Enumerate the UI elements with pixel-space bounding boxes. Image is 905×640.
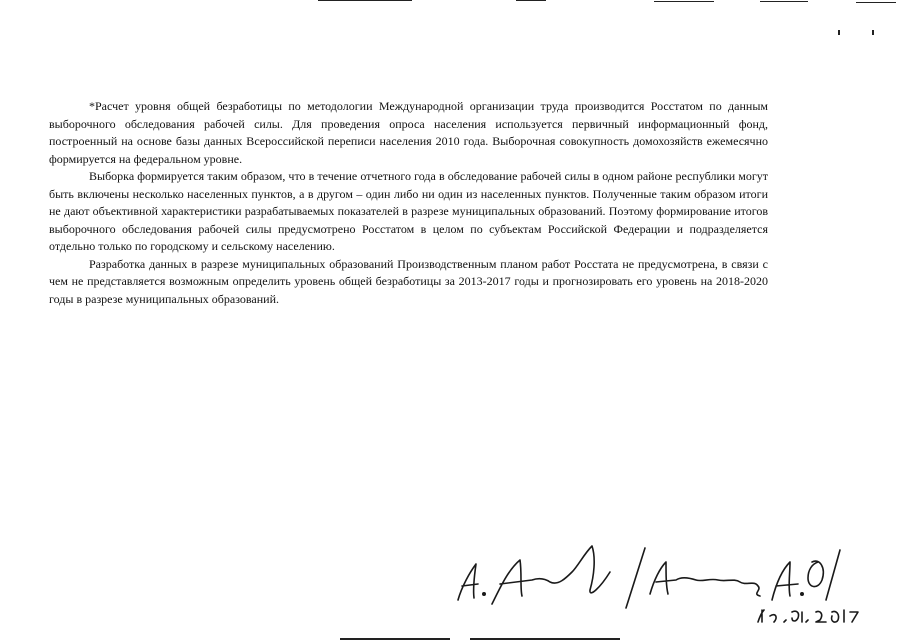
- scan-artifact-line: [856, 2, 896, 3]
- signature-dot: [801, 593, 803, 595]
- handwritten-signature: [440, 528, 870, 628]
- signature-initials-stroke: [458, 564, 478, 600]
- signature-end-slash: [826, 550, 840, 600]
- signature-date: [758, 610, 858, 622]
- signature-initial-o: [808, 561, 823, 586]
- signature-initial-a: [772, 562, 798, 600]
- signature-surname-stroke: [650, 562, 760, 596]
- scan-artifact-dot: [838, 30, 840, 35]
- scan-artifact-line: [516, 0, 546, 1]
- signature-main-stroke: [492, 546, 610, 604]
- paragraph-municipal-data: Разработка данных в разрезе муниципальных образований Производственным планом работ Росстата не предусмотрена, в связи с чем не представляется возможным определить уровень общей безработицы за 2013-2017 годы и прогнозировать его уровень на 2018-2020 годы в разрезе муниципальных образований.: [49, 256, 768, 306]
- document-body: [49, 98, 768, 308]
- scan-artifact-line: [654, 1, 714, 2]
- scan-artifact-line: [318, 0, 412, 1]
- scan-artifact-dot: [872, 30, 874, 35]
- paragraph-sample-formation: Выборка формируется таким образом, что в течение отчетного года в обследование рабочей силы в одном районе республики могут быть включены несколько населенных пунктов, а в другом – один либо ни один из населенных пунктов. Полученные таким образом итоги не дают объективной характеристики разрабатываемых показателей в разрезе муниципальных образований. Поэтому формирование итогов выборочного обследования рабочей силы предусмотрено Росстатом в целом по субъектам Российской Федерации и подразделяется отдельно только по городскому и сельскому населению.: [49, 169, 768, 253]
- paragraph-methodology: *Расчет уровня общей безработицы по методологии Международной организации труда производится Росстатом по данным выборочного обследования рабочей силы. Для проведения опроса населения используется первичный информационный фонд, построенный на основе базы данных Всероссийской переписи населения 2010 года. Выборочная совокупность домохозяйств ежемесячно формируется на федеральном уровне.: [49, 99, 768, 166]
- scan-artifact-line: [760, 1, 808, 2]
- signature-dot: [483, 593, 485, 595]
- signature-slash: [626, 548, 645, 608]
